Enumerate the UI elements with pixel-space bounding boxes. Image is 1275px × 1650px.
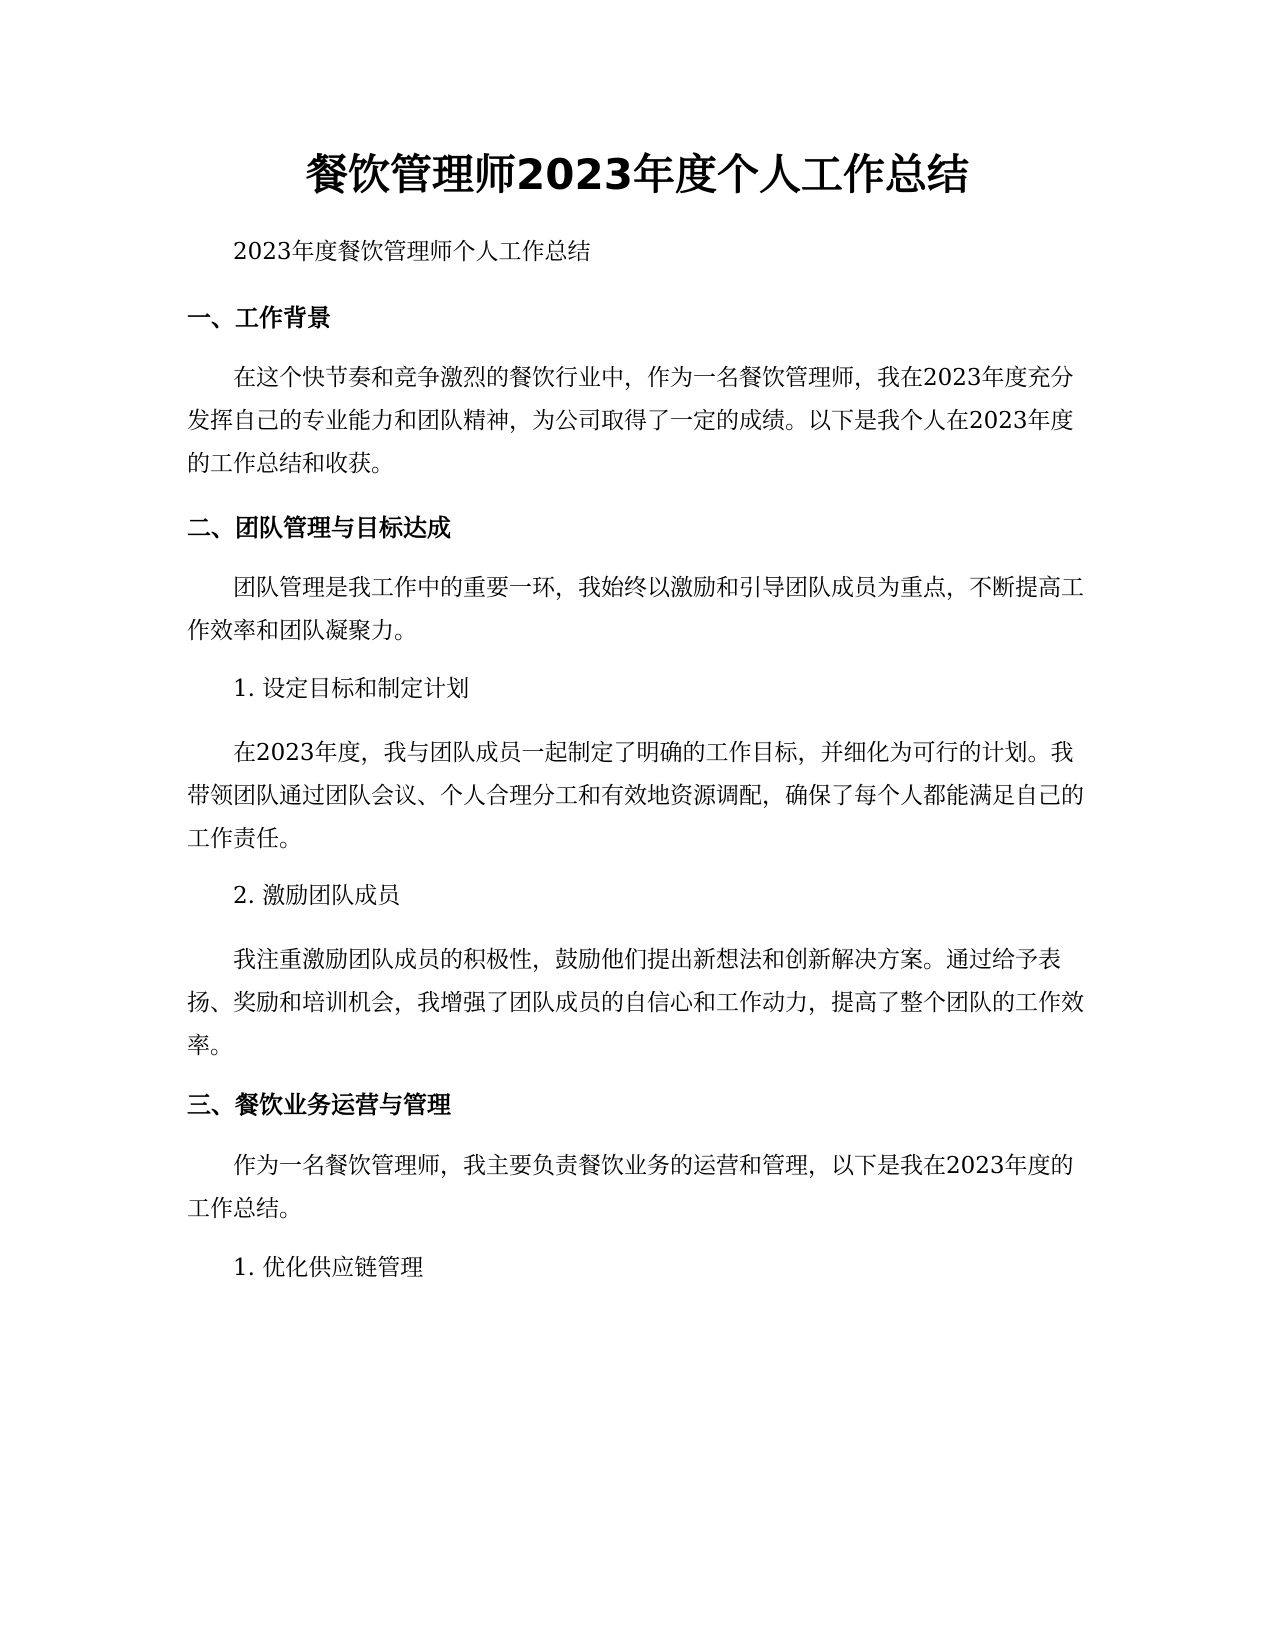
section-heading-background: 一、工作背景: [187, 304, 331, 332]
list-item-set-goals: 1. 设定目标和制定计划: [233, 676, 470, 702]
section-team-paragraph: 团队管理是我工作中的重要一环，我始终以激励和引导团队成员为重点，不断提高工作效率和团队凝聚力。: [187, 575, 1084, 644]
document-subtitle: 2023年度餐饮管理师个人工作总结: [233, 239, 591, 265]
section-operations-paragraph: 作为一名餐饮管理师，我主要负责餐饮业务的运营和管理，以下是我在2023年度的工作总结。: [187, 1153, 1074, 1222]
list-item-supply-chain: 1. 优化供应链管理: [233, 1255, 424, 1281]
section-background-paragraph: 在这个快节奏和竞争激烈的餐饮行业中，作为一名餐饮管理师，我在2023年度充分发挥自己的专业能力和团队精神，为公司取得了一定的成绩。以下是我个人在2023年度的工作总结和收获。: [187, 365, 1074, 477]
section-heading-operations: 三、餐饮业务运营与管理: [187, 1091, 451, 1119]
list-item-motivate-team: 2. 激励团队成员: [233, 883, 401, 909]
motivate-team-paragraph: 我注重激励团队成员的积极性，鼓励他们提出新想法和创新解决方案。通过给予表扬、奖励和培训机会，我增强了团队成员的自信心和工作动力，提高了整个团队的工作效率。: [187, 947, 1084, 1059]
section-heading-team-management: 二、团队管理与目标达成: [187, 514, 451, 542]
document-title: 餐饮管理师2023年度个人工作总结: [306, 150, 969, 199]
set-goals-paragraph: 在2023年度，我与团队成员一起制定了明确的工作目标，并细化为可行的计划。我带领团队通过团队会议、个人合理分工和有效地资源调配，确保了每个人都能满足自己的工作责任。: [187, 740, 1084, 852]
